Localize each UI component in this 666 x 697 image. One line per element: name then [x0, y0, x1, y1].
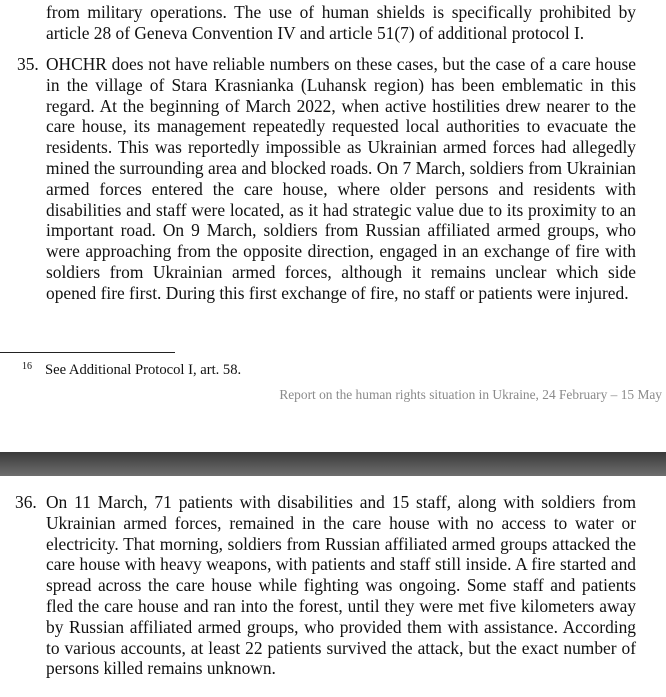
paragraph-text: OHCHR does not have reliable numbers on these cases, but the case of a care house in the village of Stara Krasnianka (Luhansk region) has been emblematic in this regard. At the beginning of March 2022, when active hostilities drew nearer to the care house, its management repeatedly requested local authorities to evacuate the residents. This was reportedly impossible as Ukrainian armed forces had allegedly mined the surrounding area and blocked roads. On 7 March, soldiers from Ukrainian armed forces entered the care house, where older persons and residents with disabilities and staff were located, as it had strategic value due to its proximity to an important road. On 9 March, soldiers from Russian affiliated armed groups, who were approaching from the opposite direction, engaged in an exchange of fire with soldiers from Ukrainian armed forces, although it remains unclear which side opened fire first. During this first exchange of fire, no staff or patients were injured.	[46, 54, 636, 303]
running-footer: Report on the human rights situation in Ukraine, 24 February – 15 May	[279, 387, 662, 402]
footnote-text: See Additional Protocol I, art. 58.	[45, 362, 242, 378]
paragraph-text: On 11 March, 71 patients with disabilities and 15 staff, along with soldiers from Ukrainian armed forces, remained in the care house with no access to water or electricity. That morning, soldiers from Russian affiliated armed groups attacked the care house with heavy weapons, with patients and staff still inside. A fire started and spread across the care house while fighting was ongoing. Some staff and patients fled the care house and ran into the forest, until they were met five kilometers away by Russian affiliated armed groups, who provided them with assistance. According to various accounts, at least 22 patients survived the attack, but the exact number of persons killed remains unknown.	[46, 492, 636, 679]
paragraph-number: 36.	[15, 492, 37, 512]
continued-paragraph: from military operations. The use of human shields is specifically prohibited by article 28 of Geneva Convention IV and article 51(7) of additional protocol I.	[46, 2, 636, 43]
paragraph-number: 35.	[17, 54, 39, 74]
page-separator	[0, 452, 666, 476]
paragraph-36	[15, 492, 636, 679]
paragraph-35	[17, 54, 636, 304]
footnote-16	[22, 361, 241, 381]
footnote-mark: 16	[22, 361, 32, 372]
footnote-separator	[0, 352, 175, 353]
document-page-lower	[0, 476, 666, 697]
